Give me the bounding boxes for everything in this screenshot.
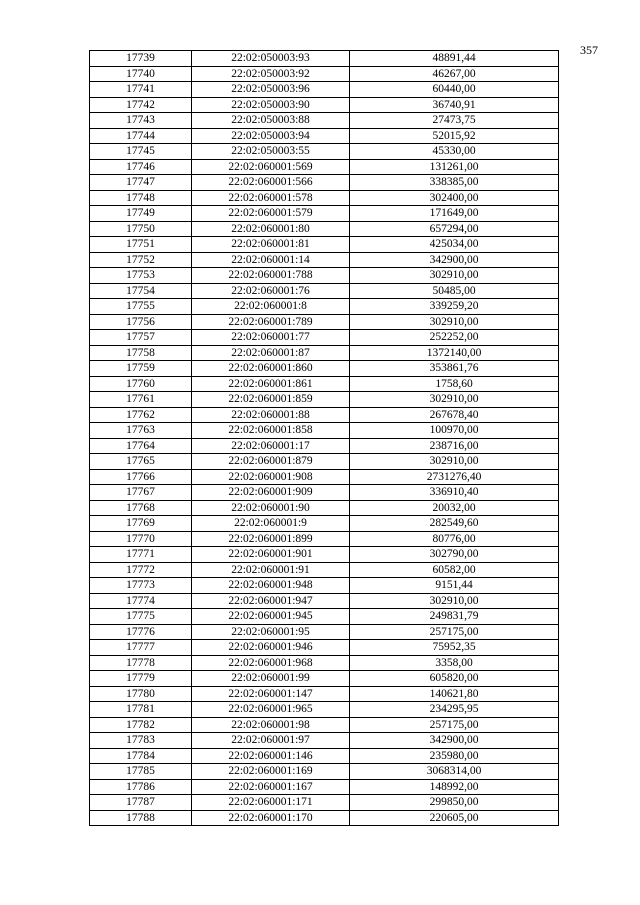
row-number-cell: 17767 [90, 485, 192, 501]
cadastral-value-cell: 336910,40 [350, 485, 559, 501]
row-number-cell: 17741 [90, 82, 192, 98]
cadastral-number-cell: 22:02:060001:99 [192, 671, 350, 687]
table-row [90, 516, 559, 532]
cadastral-value-cell: 52015,92 [350, 128, 559, 144]
table-row [90, 376, 559, 392]
cadastral-value-cell: 45330,00 [350, 144, 559, 160]
row-number-cell: 17742 [90, 97, 192, 113]
cadastral-number-cell: 22:02:060001:947 [192, 593, 350, 609]
cadastral-value-cell: 220605,00 [350, 810, 559, 826]
row-number-cell: 17740 [90, 66, 192, 82]
row-number-cell: 17752 [90, 252, 192, 268]
cadastral-value-cell: 60440,00 [350, 82, 559, 98]
table-row [90, 717, 559, 733]
table-row [90, 252, 559, 268]
row-number-cell: 17786 [90, 779, 192, 795]
table-row [90, 547, 559, 563]
table-row [90, 97, 559, 113]
cadastral-value-cell: 3068314,00 [350, 764, 559, 780]
table-row [90, 392, 559, 408]
row-number-cell: 17756 [90, 314, 192, 330]
cadastral-value-cell: 27473,75 [350, 113, 559, 129]
table-row [90, 609, 559, 625]
row-number-cell: 17757 [90, 330, 192, 346]
cadastral-number-cell: 22:02:060001:81 [192, 237, 350, 253]
row-number-cell: 17749 [90, 206, 192, 222]
cadastral-number-cell: 22:02:060001:909 [192, 485, 350, 501]
row-number-cell: 17761 [90, 392, 192, 408]
cadastral-number-cell: 22:02:060001:879 [192, 454, 350, 470]
table-row [90, 454, 559, 470]
row-number-cell: 17776 [90, 624, 192, 640]
table-row [90, 51, 559, 67]
cadastral-value-cell: 60582,00 [350, 562, 559, 578]
cadastral-value-cell: 131261,00 [350, 159, 559, 175]
cadastral-number-cell: 22:02:060001:146 [192, 748, 350, 764]
cadastral-number-cell: 22:02:050003:93 [192, 51, 350, 67]
cadastral-number-cell: 22:02:050003:96 [192, 82, 350, 98]
row-number-cell: 17778 [90, 655, 192, 671]
table-row [90, 795, 559, 811]
table-row [90, 810, 559, 826]
row-number-cell: 17747 [90, 175, 192, 191]
cadastral-number-cell: 22:02:060001:95 [192, 624, 350, 640]
cadastral-value-cell: 1372140,00 [350, 345, 559, 361]
cadastral-value-cell: 342900,00 [350, 252, 559, 268]
cadastral-value-cell: 302910,00 [350, 268, 559, 284]
row-number-cell: 17784 [90, 748, 192, 764]
table-row [90, 299, 559, 315]
row-number-cell: 17744 [90, 128, 192, 144]
table-row [90, 82, 559, 98]
cadastral-number-cell: 22:02:060001:91 [192, 562, 350, 578]
table-row [90, 423, 559, 439]
cadastral-value-cell: 353861,76 [350, 361, 559, 377]
table-row [90, 671, 559, 687]
row-number-cell: 17782 [90, 717, 192, 733]
row-number-cell: 17785 [90, 764, 192, 780]
cadastral-value-cell: 234295,95 [350, 702, 559, 718]
table-row [90, 175, 559, 191]
table-row [90, 640, 559, 656]
cadastral-number-cell: 22:02:060001:9 [192, 516, 350, 532]
cadastral-value-cell: 282549,60 [350, 516, 559, 532]
cadastral-value-cell: 302910,00 [350, 314, 559, 330]
cadastral-value-cell: 302910,00 [350, 593, 559, 609]
table-row [90, 345, 559, 361]
cadastral-value-cell: 605820,00 [350, 671, 559, 687]
cadastral-number-cell: 22:02:060001:76 [192, 283, 350, 299]
page-number: 357 [580, 43, 598, 57]
cadastral-number-cell: 22:02:050003:88 [192, 113, 350, 129]
cadastral-number-cell: 22:02:060001:569 [192, 159, 350, 175]
table-row [90, 469, 559, 485]
row-number-cell: 17763 [90, 423, 192, 439]
row-number-cell: 17777 [90, 640, 192, 656]
row-number-cell: 17755 [90, 299, 192, 315]
table-row [90, 438, 559, 454]
row-number-cell: 17748 [90, 190, 192, 206]
table-row [90, 748, 559, 764]
row-number-cell: 17762 [90, 407, 192, 423]
table-row [90, 190, 559, 206]
cadastral-value-cell: 148992,00 [350, 779, 559, 795]
row-number-cell: 17751 [90, 237, 192, 253]
row-number-cell: 17766 [90, 469, 192, 485]
row-number-cell: 17787 [90, 795, 192, 811]
cadastral-value-cell: 100970,00 [350, 423, 559, 439]
cadastral-value-cell: 1758,60 [350, 376, 559, 392]
row-number-cell: 17772 [90, 562, 192, 578]
row-number-cell: 17775 [90, 609, 192, 625]
cadastral-number-cell: 22:02:060001:965 [192, 702, 350, 718]
row-number-cell: 17753 [90, 268, 192, 284]
cadastral-number-cell: 22:02:060001:861 [192, 376, 350, 392]
cadastral-number-cell: 22:02:060001:87 [192, 345, 350, 361]
cadastral-number-cell: 22:02:050003:55 [192, 144, 350, 160]
cadastral-number-cell: 22:02:060001:946 [192, 640, 350, 656]
cadastral-number-cell: 22:02:060001:858 [192, 423, 350, 439]
row-number-cell: 17771 [90, 547, 192, 563]
table-row [90, 314, 559, 330]
cadastral-value-cell: 249831,79 [350, 609, 559, 625]
cadastral-number-cell: 22:02:060001:17 [192, 438, 350, 454]
cadastral-number-cell: 22:02:060001:945 [192, 609, 350, 625]
cadastral-value-cell: 9151,44 [350, 578, 559, 594]
table-row [90, 407, 559, 423]
cadastral-number-cell: 22:02:060001:88 [192, 407, 350, 423]
cadastral-number-cell: 22:02:060001:859 [192, 392, 350, 408]
cadastral-number-cell: 22:02:060001:77 [192, 330, 350, 346]
table-row [90, 500, 559, 516]
row-number-cell: 17780 [90, 686, 192, 702]
cadastral-value-cell: 257175,00 [350, 717, 559, 733]
row-number-cell: 17774 [90, 593, 192, 609]
row-number-cell: 17758 [90, 345, 192, 361]
row-number-cell: 17781 [90, 702, 192, 718]
cadastral-value-cell: 235980,00 [350, 748, 559, 764]
cadastral-value-cell: 20032,00 [350, 500, 559, 516]
table-row [90, 144, 559, 160]
cadastral-value-cell: 3358,00 [350, 655, 559, 671]
cadastral-value-cell: 299850,00 [350, 795, 559, 811]
table-row [90, 686, 559, 702]
table-row [90, 593, 559, 609]
cadastral-number-cell: 22:02:060001:80 [192, 221, 350, 237]
table-row [90, 206, 559, 222]
cadastral-number-cell: 22:02:060001:170 [192, 810, 350, 826]
cadastral-value-cell: 339259,20 [350, 299, 559, 315]
cadastral-number-cell: 22:02:060001:169 [192, 764, 350, 780]
cadastral-number-cell: 22:02:060001:789 [192, 314, 350, 330]
row-number-cell: 17769 [90, 516, 192, 532]
cadastral-value-cell: 657294,00 [350, 221, 559, 237]
table-row [90, 237, 559, 253]
cadastral-value-cell: 302910,00 [350, 392, 559, 408]
cadastral-number-cell: 22:02:060001:579 [192, 206, 350, 222]
table-row [90, 764, 559, 780]
row-number-cell: 17760 [90, 376, 192, 392]
cadastral-number-cell: 22:02:060001:948 [192, 578, 350, 594]
row-number-cell: 17768 [90, 500, 192, 516]
cadastral-number-cell: 22:02:060001:901 [192, 547, 350, 563]
cadastral-number-cell: 22:02:060001:98 [192, 717, 350, 733]
row-number-cell: 17770 [90, 531, 192, 547]
cadastral-number-cell: 22:02:060001:90 [192, 500, 350, 516]
cadastral-value-cell: 50485,00 [350, 283, 559, 299]
cadastral-value-cell: 302790,00 [350, 547, 559, 563]
cadastral-number-cell: 22:02:060001:899 [192, 531, 350, 547]
cadastral-value-cell: 425034,00 [350, 237, 559, 253]
cadastral-value-cell: 80776,00 [350, 531, 559, 547]
row-number-cell: 17739 [90, 51, 192, 67]
row-number-cell: 17783 [90, 733, 192, 749]
cadastral-number-cell: 22:02:050003:94 [192, 128, 350, 144]
row-number-cell: 17764 [90, 438, 192, 454]
cadastral-value-cell: 238716,00 [350, 438, 559, 454]
table-row [90, 578, 559, 594]
cadastral-number-cell: 22:02:060001:908 [192, 469, 350, 485]
row-number-cell: 17765 [90, 454, 192, 470]
table-row [90, 159, 559, 175]
cadastral-value-cell: 267678,40 [350, 407, 559, 423]
cadastral-value-cell: 48891,44 [350, 51, 559, 67]
row-number-cell: 17773 [90, 578, 192, 594]
table-row [90, 562, 559, 578]
table-row [90, 702, 559, 718]
cadastral-value-cell: 2731276,40 [350, 469, 559, 485]
cadastral-value-cell: 302400,00 [350, 190, 559, 206]
cadastral-number-cell: 22:02:060001:566 [192, 175, 350, 191]
row-number-cell: 17779 [90, 671, 192, 687]
table-row [90, 330, 559, 346]
table-row [90, 66, 559, 82]
row-number-cell: 17746 [90, 159, 192, 175]
row-number-cell: 17743 [90, 113, 192, 129]
table-row [90, 531, 559, 547]
cadastral-number-cell: 22:02:060001:788 [192, 268, 350, 284]
table-row [90, 624, 559, 640]
table-row [90, 221, 559, 237]
cadastral-number-cell: 22:02:060001:860 [192, 361, 350, 377]
table-row [90, 128, 559, 144]
cadastral-value-cell: 342900,00 [350, 733, 559, 749]
cadastral-number-cell: 22:02:060001:14 [192, 252, 350, 268]
cadastral-value-cell: 252252,00 [350, 330, 559, 346]
cadastral-value-cell: 338385,00 [350, 175, 559, 191]
table-row [90, 733, 559, 749]
cadastral-number-cell: 22:02:060001:8 [192, 299, 350, 315]
table-row [90, 268, 559, 284]
cadastral-value-cell: 46267,00 [350, 66, 559, 82]
row-number-cell: 17754 [90, 283, 192, 299]
cadastral-number-cell: 22:02:060001:968 [192, 655, 350, 671]
cadastral-value-cell: 75952,35 [350, 640, 559, 656]
table-row [90, 485, 559, 501]
table-row [90, 361, 559, 377]
cadastral-number-cell: 22:02:050003:92 [192, 66, 350, 82]
table-body [90, 51, 559, 826]
row-number-cell: 17788 [90, 810, 192, 826]
cadastral-value-cell: 257175,00 [350, 624, 559, 640]
row-number-cell: 17759 [90, 361, 192, 377]
cadastral-value-cell: 171649,00 [350, 206, 559, 222]
table-row [90, 113, 559, 129]
cadastral-value-cell: 140621,80 [350, 686, 559, 702]
table-row [90, 283, 559, 299]
cadastral-value-cell: 36740,91 [350, 97, 559, 113]
cadastral-number-cell: 22:02:060001:171 [192, 795, 350, 811]
table-row [90, 655, 559, 671]
table-row [90, 779, 559, 795]
cadastral-number-cell: 22:02:060001:578 [192, 190, 350, 206]
cadastral-number-cell: 22:02:050003:90 [192, 97, 350, 113]
row-number-cell: 17750 [90, 221, 192, 237]
cadastral-number-cell: 22:02:060001:97 [192, 733, 350, 749]
cadastral-number-cell: 22:02:060001:167 [192, 779, 350, 795]
cadastral-value-cell: 302910,00 [350, 454, 559, 470]
row-number-cell: 17745 [90, 144, 192, 160]
cadastral-number-cell: 22:02:060001:147 [192, 686, 350, 702]
cadastral-value-table [89, 50, 559, 826]
